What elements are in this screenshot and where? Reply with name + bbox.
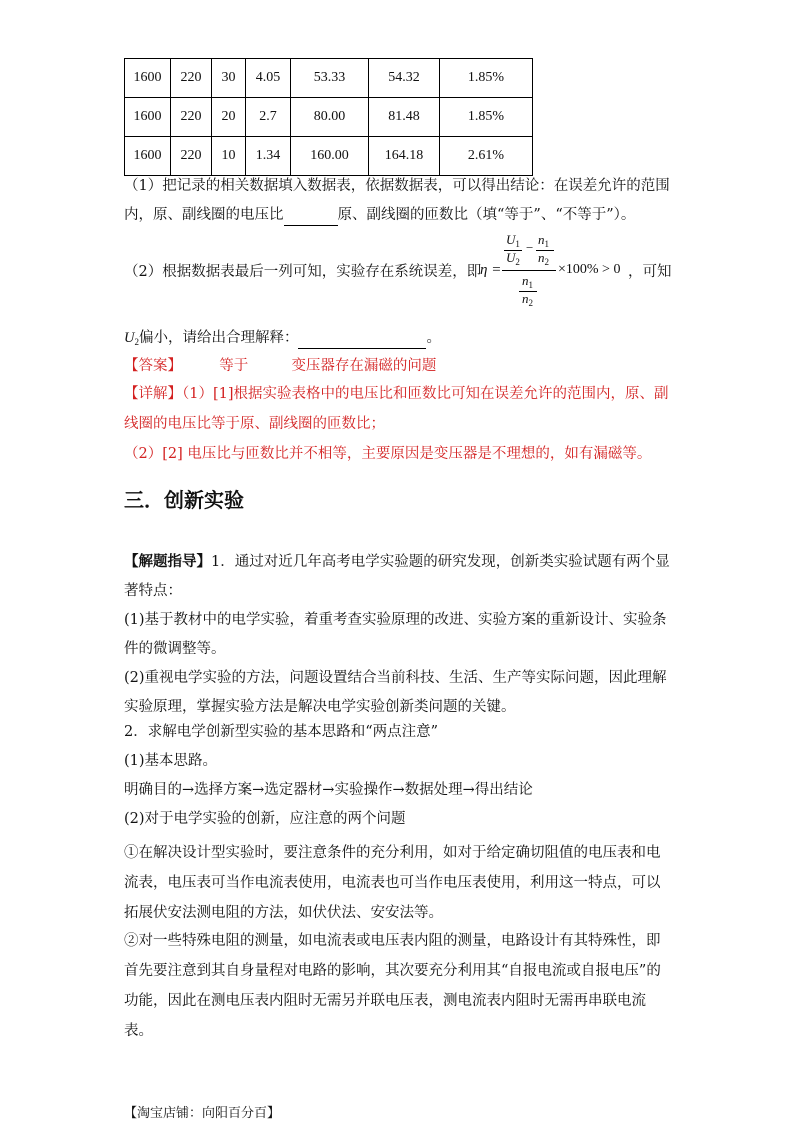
formula-n2-denom: $n_2$ <box>522 291 533 308</box>
q2-u2-symbol: $U_2$ <box>124 330 139 347</box>
guide-p8: ①在解决设计型实验时，要注意条件的充分利用，如对于给定确切阻值的电压表和电流表，电压表可当作电流表使用，电流表也可当作电压表使用，利用这一特点，可以拓展伏安法测电阻的方法，如伏伏法、安安法等。 <box>124 845 661 921</box>
table-cell: 1600 <box>125 137 171 176</box>
table-cell: 1.85% <box>440 59 533 98</box>
answer-line <box>124 356 436 376</box>
formula-n1: $n_1$ <box>538 232 549 249</box>
q1-line2 <box>124 205 635 226</box>
answer-tag: 【答案】 <box>124 358 182 374</box>
q2-line2 <box>124 328 441 352</box>
formula-minus: − <box>526 240 534 255</box>
explain-text-1: （1）[1]根据实验表格中的电压比和匝数比可知在误差允许的范围内，原、副 <box>182 386 669 402</box>
table-cell: 2.61% <box>440 137 533 176</box>
table-cell: 220 <box>171 98 212 137</box>
explain-line1 <box>124 384 669 404</box>
table-cell: 2.7 <box>246 98 291 137</box>
guide-p6: 明确目的→选择方案→选定器材→实验操作→数据处理→得出结论 <box>124 782 533 798</box>
q1-line1: （1）把记录的相关数据填入数据表，依据数据表，可以得出结论：在误差允许的范围 <box>124 178 670 194</box>
guide-p5: (1)基本思路。 <box>124 753 218 769</box>
table-cell: 164.18 <box>369 137 440 176</box>
q2-line2-text: 偏小，请给出合理解释： <box>138 330 299 346</box>
q1-answer-blank <box>284 205 338 226</box>
table-cell: 30 <box>212 59 246 98</box>
table-row <box>125 137 533 176</box>
table-cell: 4.05 <box>246 59 291 98</box>
table-cell: 81.48 <box>369 98 440 137</box>
guide-p3: (2)重视电学实验的方法，问题设置结合当前科技、生活、生产等实际问题，因此理解实验原理，掌握实验方法是解决电学实验创新类问题的关键。 <box>124 670 667 715</box>
formula-n2: $n_2$ <box>538 250 549 267</box>
table-cell: 160.00 <box>291 137 369 176</box>
eta-symbol: η = <box>480 262 502 278</box>
guide-p1 <box>124 548 672 606</box>
formula-u2: $U_2$ <box>506 250 520 267</box>
explain-tag: 【详解】 <box>124 386 182 402</box>
table-cell: 54.32 <box>369 59 440 98</box>
q2-text-a: （2）根据数据表最后一列可知，实验存在系统误差，即 <box>124 264 482 280</box>
table-cell: 1.85% <box>440 98 533 137</box>
guide-tag: 【解题指导】 <box>124 554 211 570</box>
table-cell: 80.00 <box>291 98 369 137</box>
footer-shop: 【淘宝店铺：向阳百分百】 <box>124 1106 281 1121</box>
formula-main-bar <box>502 270 556 271</box>
table-cell: 1600 <box>125 98 171 137</box>
table-cell: 20 <box>212 98 246 137</box>
guide-p4: 2．求解电学创新型实验的基本思路和“两点注意” <box>124 724 439 740</box>
section-title: 三．创新实验 <box>124 488 244 512</box>
formula-u1: $U_1$ <box>506 232 520 249</box>
formula-tail: ×100% > 0 <box>558 262 621 277</box>
table-cell: 53.33 <box>291 59 369 98</box>
q1-text-a: 内，原、副线圈的电压比 <box>124 207 284 223</box>
q1-text-b: 原、副线圈的匝数比（填“等于”、“不等于”）。 <box>337 207 636 223</box>
explain-line2: 线圈的电压比等于原、副线圈的匝数比； <box>124 416 385 432</box>
table-row <box>125 59 533 98</box>
guide-p1-text: 1．通过对近几年高考电学实验题的研究发现，创新类实验试题有两个显著特点： <box>124 554 670 599</box>
q2-line1 <box>124 262 481 282</box>
q2-text-b: ，可知 <box>628 264 672 280</box>
guide-p7: (2)对于电学实验的创新，应注意的两个问题 <box>124 811 406 827</box>
table-cell: 1.34 <box>246 137 291 176</box>
q2-line2-end: 。 <box>426 330 441 346</box>
table-row <box>125 98 533 137</box>
answer-2: 变压器存在漏磁的问题 <box>291 358 437 374</box>
table-cell: 1600 <box>125 59 171 98</box>
table-cell: 10 <box>212 137 246 176</box>
answer-1: 等于 <box>219 358 249 374</box>
explain-line3: （2）[2] 电压比与匝数比并不相等，主要原因是变压器是不理想的，如有漏磁等。 <box>124 446 652 462</box>
table-cell: 220 <box>171 59 212 98</box>
table-cell: 220 <box>171 137 212 176</box>
guide-p9: ②对一些特殊电阻的测量，如电流表或电压表内阻的测量，电路设计有其特殊性，即首先要注意到其自身量程对电路的影响，其次要充分利用其“自报电流或自报电压”的功能，因此在测电压表内阻时无需另并联电压表，测电流表内阻时无需再串联电流表。 <box>124 933 661 1039</box>
q2-answer-blank <box>298 328 426 349</box>
guide-p2: (1)基于教材中的电学实验，着重考查实验原理的改进、实验方案的重新设计、实验条件的微调整等。 <box>124 612 667 657</box>
formula-n1-denom: $n_1$ <box>522 273 533 290</box>
data-table <box>124 58 533 176</box>
